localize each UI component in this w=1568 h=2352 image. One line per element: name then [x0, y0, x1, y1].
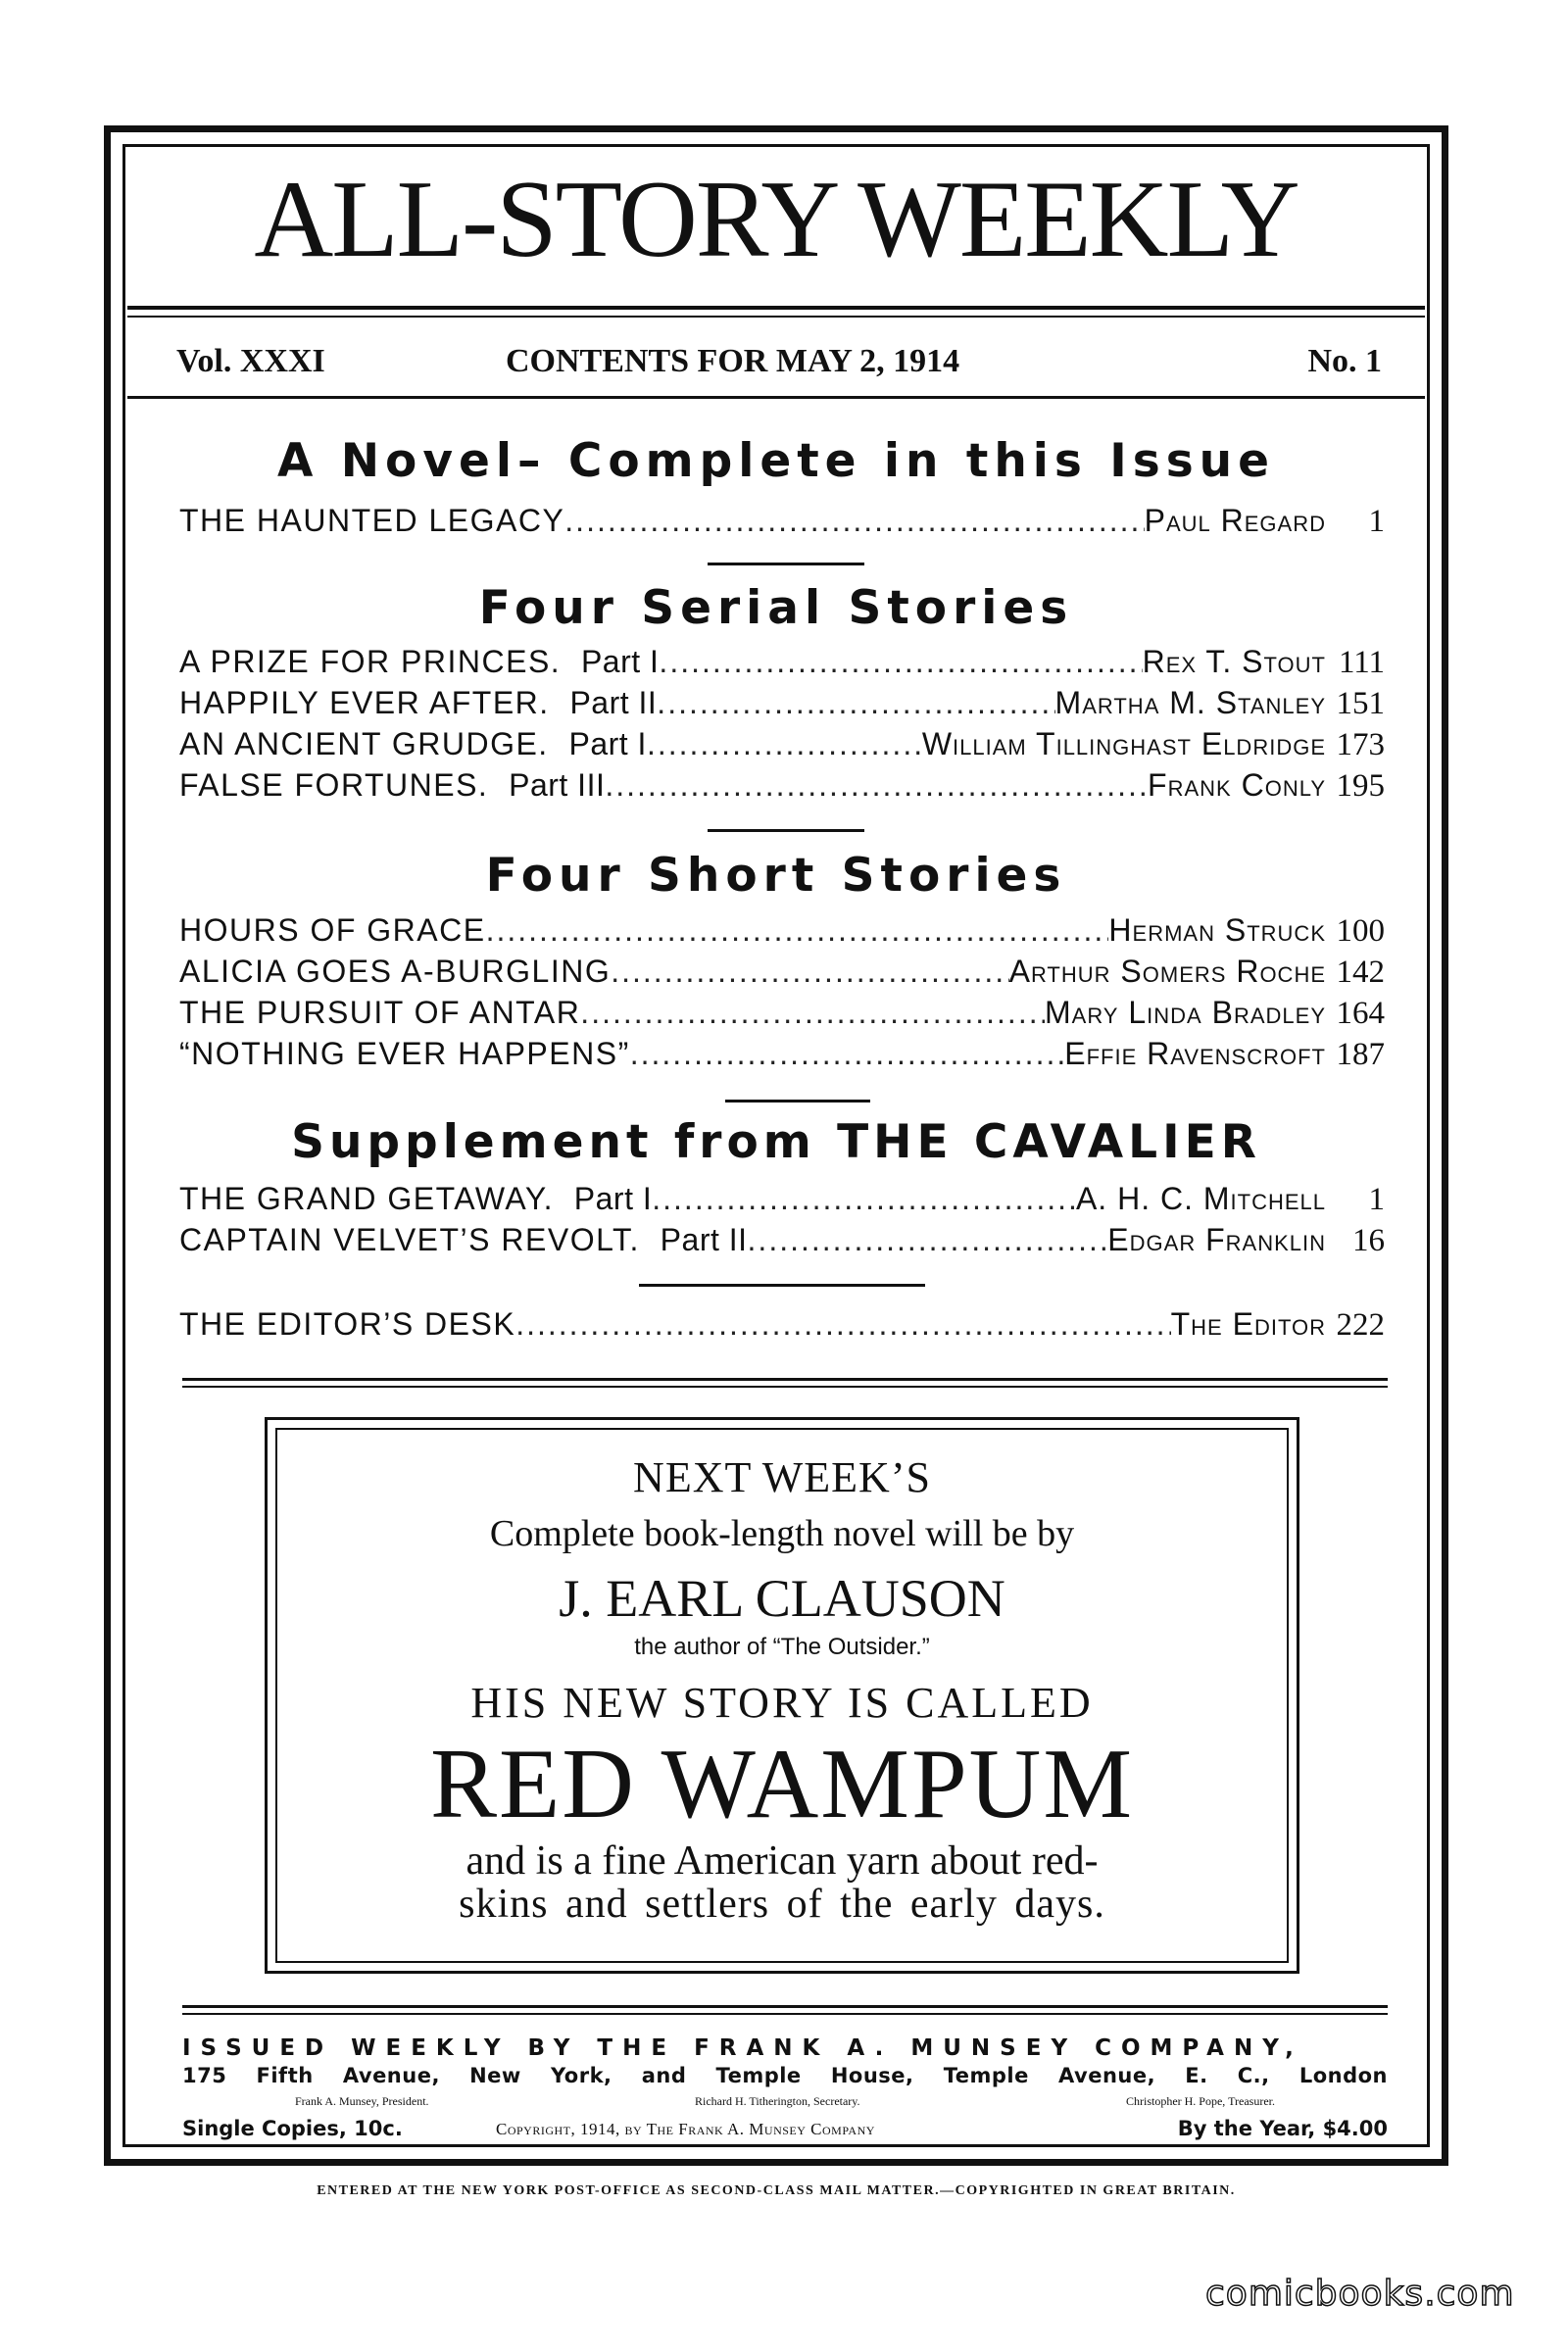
officer-treasurer: Christopher H. Pope, Treasurer.: [1125, 2094, 1275, 2108]
toc-entry-editors-desk[interactable]: [179, 1306, 1385, 1342]
toc-entry[interactable]: [179, 726, 1385, 761]
yearly-price: By the Year, $4.00: [1177, 2117, 1388, 2140]
page-number: 173: [1336, 727, 1385, 762]
ad-next-week: NEXT WEEK’S: [633, 1453, 931, 1501]
story-author: Arthur Somers Roche: [1008, 954, 1326, 989]
page-number: 100: [1336, 913, 1385, 949]
toc-entry[interactable]: [179, 1181, 1385, 1216]
story-part: Part I: [568, 726, 647, 761]
story-author: Effie Ravenscroft: [1064, 1036, 1326, 1071]
story-author: Frank Conly: [1148, 767, 1326, 803]
page-number: 164: [1336, 996, 1385, 1031]
section-divider: [708, 563, 864, 565]
ad-description-2: skins and settlers of the early days.: [459, 1882, 1105, 1927]
ad-story-called: HIS NEW STORY IS CALLED: [470, 1679, 1094, 1727]
page-number: 142: [1336, 955, 1385, 990]
leader-dots: [659, 644, 1142, 680]
leader-dots: [748, 1222, 1108, 1258]
story-title: ALICIA GOES A-BURGLING: [179, 954, 612, 989]
toc-end-rule: [182, 1378, 1388, 1381]
leader-dots: [647, 726, 922, 762]
footer-rule: [182, 2005, 1388, 2008]
section-heading-novel: A Novel– Complete in this Issue: [276, 434, 1276, 488]
story-part: Part II: [569, 685, 658, 720]
toc-entry[interactable]: [179, 644, 1385, 679]
issue-info-row: [176, 343, 1382, 382]
page-number: 111: [1338, 645, 1385, 680]
ad-story-title: RED WAMPUM: [429, 1729, 1135, 1839]
leader-dots: [486, 912, 1109, 949]
leader-dots: [657, 685, 1054, 721]
leader-dots: [605, 767, 1148, 804]
story-title: THE EDITOR’S DESK: [179, 1306, 516, 1342]
story-part: Part I: [573, 1181, 653, 1216]
leader-dots: [515, 1306, 1170, 1343]
story-author: Rex T. Stout: [1142, 644, 1326, 679]
section-divider: [639, 1284, 925, 1287]
masthead-title: ALL-STORY WEEKLY: [254, 159, 1298, 280]
publisher-address: 175 Fifth Avenue, New York, and Temple House, Temple Avenue, E. C., London: [182, 2064, 1388, 2087]
page-number: 1: [1368, 1182, 1385, 1217]
contents-date: CONTENTS FOR MAY 2, 1914: [506, 343, 960, 379]
officer-president: Frank A. Munsey, President.: [295, 2094, 429, 2108]
story-title: “NOTHING EVER HAPPENS”: [179, 1036, 630, 1071]
toc-entry[interactable]: [179, 1222, 1385, 1257]
story-title: THE HAUNTED LEGACY: [179, 503, 565, 538]
story-title: A PRIZE FOR PRINCES.: [179, 644, 562, 679]
story-author: William Tillinghast Eldridge: [921, 726, 1326, 761]
toc-entry[interactable]: [179, 503, 1385, 538]
section-divider: [708, 829, 864, 832]
section-divider: [725, 1100, 870, 1102]
page-number: 187: [1336, 1037, 1385, 1072]
ad-description-1: and is a fine American yarn about red-: [466, 1838, 1099, 1884]
section-heading-serials: Four Serial Stories: [478, 581, 1074, 635]
toc-entry[interactable]: [179, 954, 1385, 989]
watermark-logo: comicbooks.com: [1205, 2274, 1515, 2314]
ad-author-note: the author of “The Outsider.”: [634, 1634, 930, 1660]
section-heading-short-stories: Four Short Stories: [485, 849, 1067, 903]
page-number: 222: [1336, 1307, 1385, 1343]
story-title: HAPPILY EVER AFTER.: [179, 685, 550, 720]
masthead-rule: [127, 306, 1425, 310]
footer-rule-thin: [182, 2013, 1388, 2015]
section-heading-supplement: Supplement from THE CAVALIER: [291, 1115, 1261, 1169]
page-number: 195: [1336, 768, 1385, 804]
mail-notice: ENTERED AT THE NEW YORK POST-OFFICE AS SECOND-CLASS MAIL MATTER.—COPYRIGHTED IN GREAT BRITAIN.: [317, 2183, 1236, 2198]
story-title: THE GRAND GETAWAY.: [179, 1181, 554, 1216]
toc-entry[interactable]: [179, 685, 1385, 720]
story-author: Edgar Franklin: [1107, 1222, 1326, 1257]
story-title: FALSE FORTUNES.: [179, 767, 489, 803]
story-title: CAPTAIN VELVET’S REVOLT.: [179, 1222, 640, 1257]
toc-entry[interactable]: [179, 995, 1385, 1030]
ad-author: J. EARL CLAUSON: [559, 1569, 1005, 1628]
publisher-line: ISSUED WEEKLY BY THE FRANK A. MUNSEY COMPANY,: [182, 2035, 1303, 2061]
story-author: The Editor: [1170, 1306, 1326, 1342]
story-title: AN ANCIENT GRUDGE.: [179, 726, 549, 761]
story-title: THE PURSUIT OF ANTAR: [179, 995, 581, 1030]
story-title: HOURS OF GRACE: [179, 912, 486, 948]
toc-entry[interactable]: [179, 1036, 1385, 1071]
story-part: Part III: [509, 767, 606, 803]
story-author: Paul Regard: [1144, 503, 1326, 538]
leader-dots: [611, 954, 1008, 990]
masthead-rule-thin: [127, 316, 1425, 318]
officers-line: [182, 2094, 1388, 2109]
toc-entry[interactable]: [179, 767, 1385, 803]
page-number: 1: [1368, 504, 1385, 539]
page-number: 151: [1336, 686, 1385, 721]
single-copy-price: Single Copies, 10c.: [182, 2117, 403, 2140]
issue-number: No. 1: [1307, 343, 1382, 379]
toc-end-rule-thin: [182, 1386, 1388, 1388]
leader-dots: [580, 995, 1045, 1031]
toc-entry[interactable]: [179, 912, 1385, 948]
leader-dots: [564, 503, 1144, 539]
leader-dots: [652, 1181, 1076, 1217]
story-author: Martha M. Stanley: [1054, 685, 1326, 720]
copyright-notice: Copyright, 1914, by The Frank A. Munsey Company: [496, 2120, 875, 2138]
volume-label: Vol. XXXI: [176, 343, 325, 379]
story-author: Herman Struck: [1108, 912, 1326, 948]
story-author: A. H. C. Mitchell: [1075, 1181, 1326, 1216]
officer-secretary: Richard H. Titherington, Secretary.: [695, 2094, 860, 2108]
contents-rule: [127, 396, 1425, 399]
story-part: Part I: [580, 644, 660, 679]
leader-dots: [630, 1036, 1065, 1072]
page-number: 16: [1352, 1223, 1385, 1258]
price-row: [182, 2117, 1388, 2146]
ad-intro: Complete book-length novel will be by: [489, 1513, 1075, 1554]
story-author: Mary Linda Bradley: [1044, 995, 1326, 1030]
story-part: Part II: [660, 1222, 748, 1257]
